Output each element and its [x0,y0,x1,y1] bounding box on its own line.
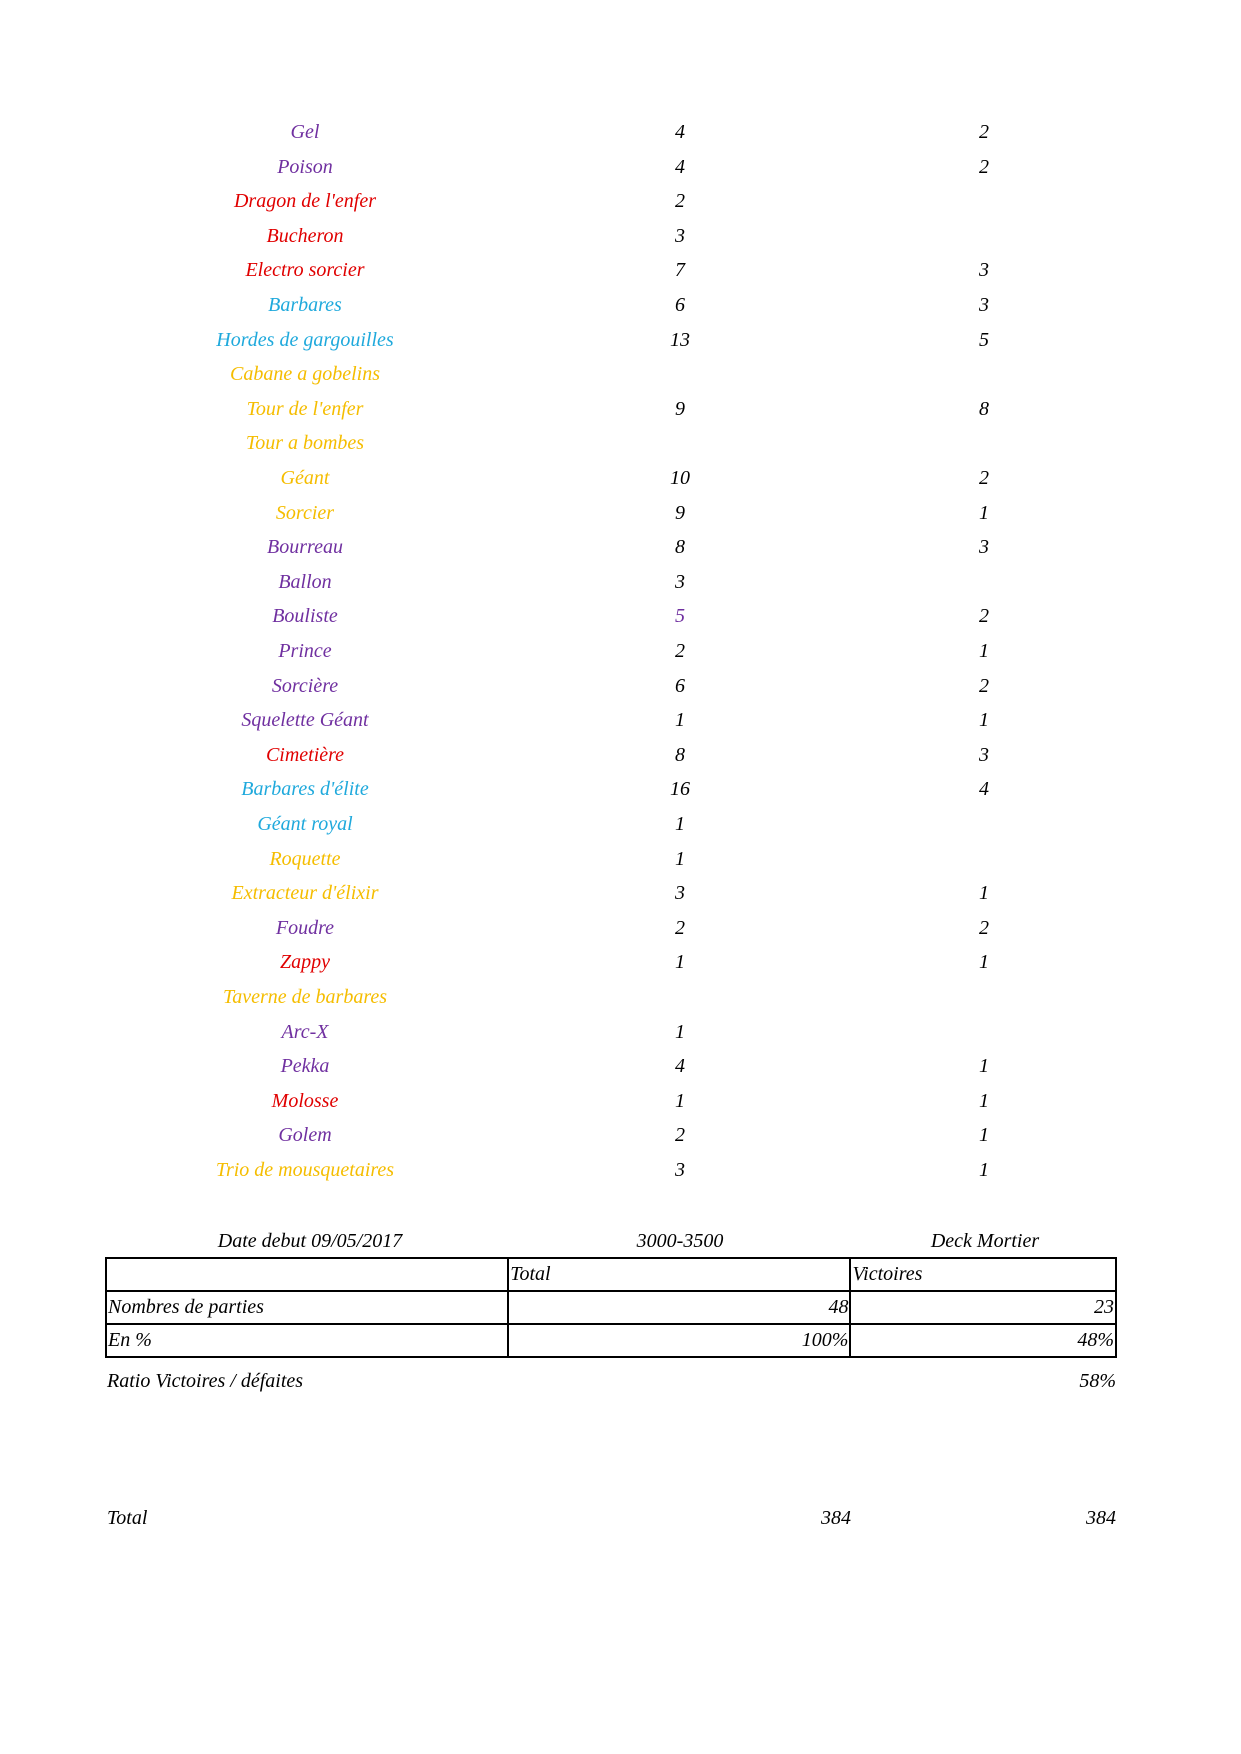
card-name: Ballon [278,570,332,593]
row-wins: 23 [850,1291,1116,1324]
card-total: 4 [675,155,685,178]
card-row [0,911,1241,945]
card-total: 8 [675,536,685,559]
trophy-range: 3000-3500 [636,1230,724,1252]
card-total: 4 [675,121,685,143]
card-name: Cimetière [265,743,345,766]
card-name: Bouliste [272,605,338,628]
card-name: Géant [280,467,330,489]
card-row [0,530,1241,564]
card-wins: 4 [979,778,989,801]
deck-name: Deck Mortier [930,1230,1040,1252]
card-wins: 2 [979,155,989,178]
card-total: 8 [675,743,685,766]
card-total: 16 [670,778,690,801]
card-wins: 5 [979,328,989,351]
card-name: Gel [290,121,320,143]
card-wins: 1 [979,1089,989,1112]
card-wins: 8 [979,397,989,420]
card-wins: 1 [979,501,989,524]
summary-table [105,1257,1117,1358]
card-name: Tour a bombes [245,432,365,455]
card-name: Dragon de l'enfer [233,190,377,213]
card-total: 1 [675,709,685,732]
card-total: 3 [675,570,685,593]
card-total: 3 [675,882,685,905]
card-total: 6 [675,294,685,316]
card-wins: 1 [979,1124,989,1147]
card-row [0,599,1241,633]
row-total: 100% [508,1324,850,1357]
table-header-row [106,1258,1116,1291]
card-row [0,288,1241,322]
card-name: Barbares [268,294,342,316]
card-row [0,1084,1241,1118]
card-name: Tour de l'enfer [246,397,364,420]
card-wins: 1 [979,1159,989,1181]
card-row [0,669,1241,703]
card-name: Barbares d'élite [241,778,369,801]
card-total: 1 [675,951,685,974]
card-row [0,150,1241,184]
card-wins: 2 [979,916,989,939]
card-row [0,426,1241,460]
card-total: 7 [675,259,685,282]
card-row [0,980,1241,1014]
row-total: 48 [508,1291,850,1324]
card-wins: 2 [979,674,989,697]
card-row [0,772,1241,806]
card-row [0,876,1241,910]
card-wins: 3 [979,294,989,316]
card-name: Roquette [269,847,341,870]
card-name: Trio de mousquetaires [215,1159,395,1181]
card-total: 2 [675,640,685,662]
card-name: Arc-X [281,1020,329,1043]
grand-total-2: 384 [1086,1507,1116,1529]
card-name: Electro sorcier [245,259,365,282]
card-wins: 2 [979,605,989,628]
card-row [0,703,1241,737]
card-row [0,634,1241,668]
card-row [0,565,1241,599]
card-name: Foudre [275,916,335,939]
card-name: Zappy [280,951,330,974]
date-label: Date debut 09/05/2017 [217,1230,403,1252]
card-row [0,219,1241,253]
card-name: Squelette Géant [241,709,369,732]
table-row [106,1291,1116,1324]
card-total: 1 [675,847,685,870]
card-total: 1 [675,1089,685,1112]
card-total: 13 [670,328,690,351]
card-wins: 2 [979,121,989,143]
grand-total-1: 384 [821,1507,851,1529]
card-total: 9 [675,501,685,524]
header-total: Total [508,1258,850,1291]
card-wins: 3 [979,259,989,282]
card-total: 4 [675,1055,685,1078]
card-name: Bucheron [266,224,344,247]
card-row [0,253,1241,287]
card-name: Extracteur d'élixir [231,882,379,905]
card-total: 2 [675,1124,685,1147]
card-name: Pekka [280,1055,330,1078]
card-row [0,807,1241,841]
card-name: Poison [277,155,333,178]
card-total: 3 [675,1159,685,1181]
card-name: Sorcier [275,501,335,524]
table-row [106,1324,1116,1357]
card-row [0,184,1241,218]
card-wins: 1 [979,951,989,974]
ratio-label: Ratio Victoires / défaites [107,1370,304,1392]
card-wins: 3 [979,536,989,559]
card-total: 2 [675,916,685,939]
card-row [0,1118,1241,1152]
header-wins: Victoires [850,1258,1116,1291]
card-name: Prince [278,640,332,662]
ratio-value: 58% [1079,1370,1116,1392]
card-name: Sorcière [271,674,339,697]
card-name: Golem [278,1124,332,1147]
card-name: Taverne de barbares [222,986,388,1008]
card-total: 3 [675,224,685,247]
card-total: 9 [675,397,685,420]
card-total: 5 [675,605,685,628]
card-row [0,1049,1241,1083]
card-name: Bourreau [267,536,343,559]
card-total: 1 [675,1020,685,1043]
card-row [0,738,1241,772]
row-label: En % [106,1324,508,1357]
card-row [0,1153,1241,1187]
card-wins: 3 [979,743,989,766]
card-wins: 1 [979,709,989,732]
card-row [0,945,1241,979]
card-total: 2 [675,190,685,213]
card-wins: 2 [979,467,989,489]
card-wins: 1 [979,1055,989,1078]
card-name: Molosse [271,1089,339,1112]
row-label: Nombres de parties [106,1291,508,1324]
row-wins: 48% [850,1324,1116,1357]
card-name: Cabane a gobelins [230,363,380,386]
card-row [0,357,1241,391]
card-row [0,323,1241,357]
card-total: 6 [675,674,685,697]
card-total: 1 [675,813,685,835]
card-row [0,842,1241,876]
card-row [0,496,1241,530]
card-name: Géant royal [257,813,353,835]
card-row [0,461,1241,495]
card-row [0,115,1241,149]
card-total: 10 [670,467,690,489]
card-row [0,392,1241,426]
card-wins: 1 [979,640,989,662]
card-name: Hordes de gargouilles [216,328,394,351]
card-row [0,1015,1241,1049]
grand-total-label: Total [107,1507,148,1529]
card-wins: 1 [979,882,989,905]
